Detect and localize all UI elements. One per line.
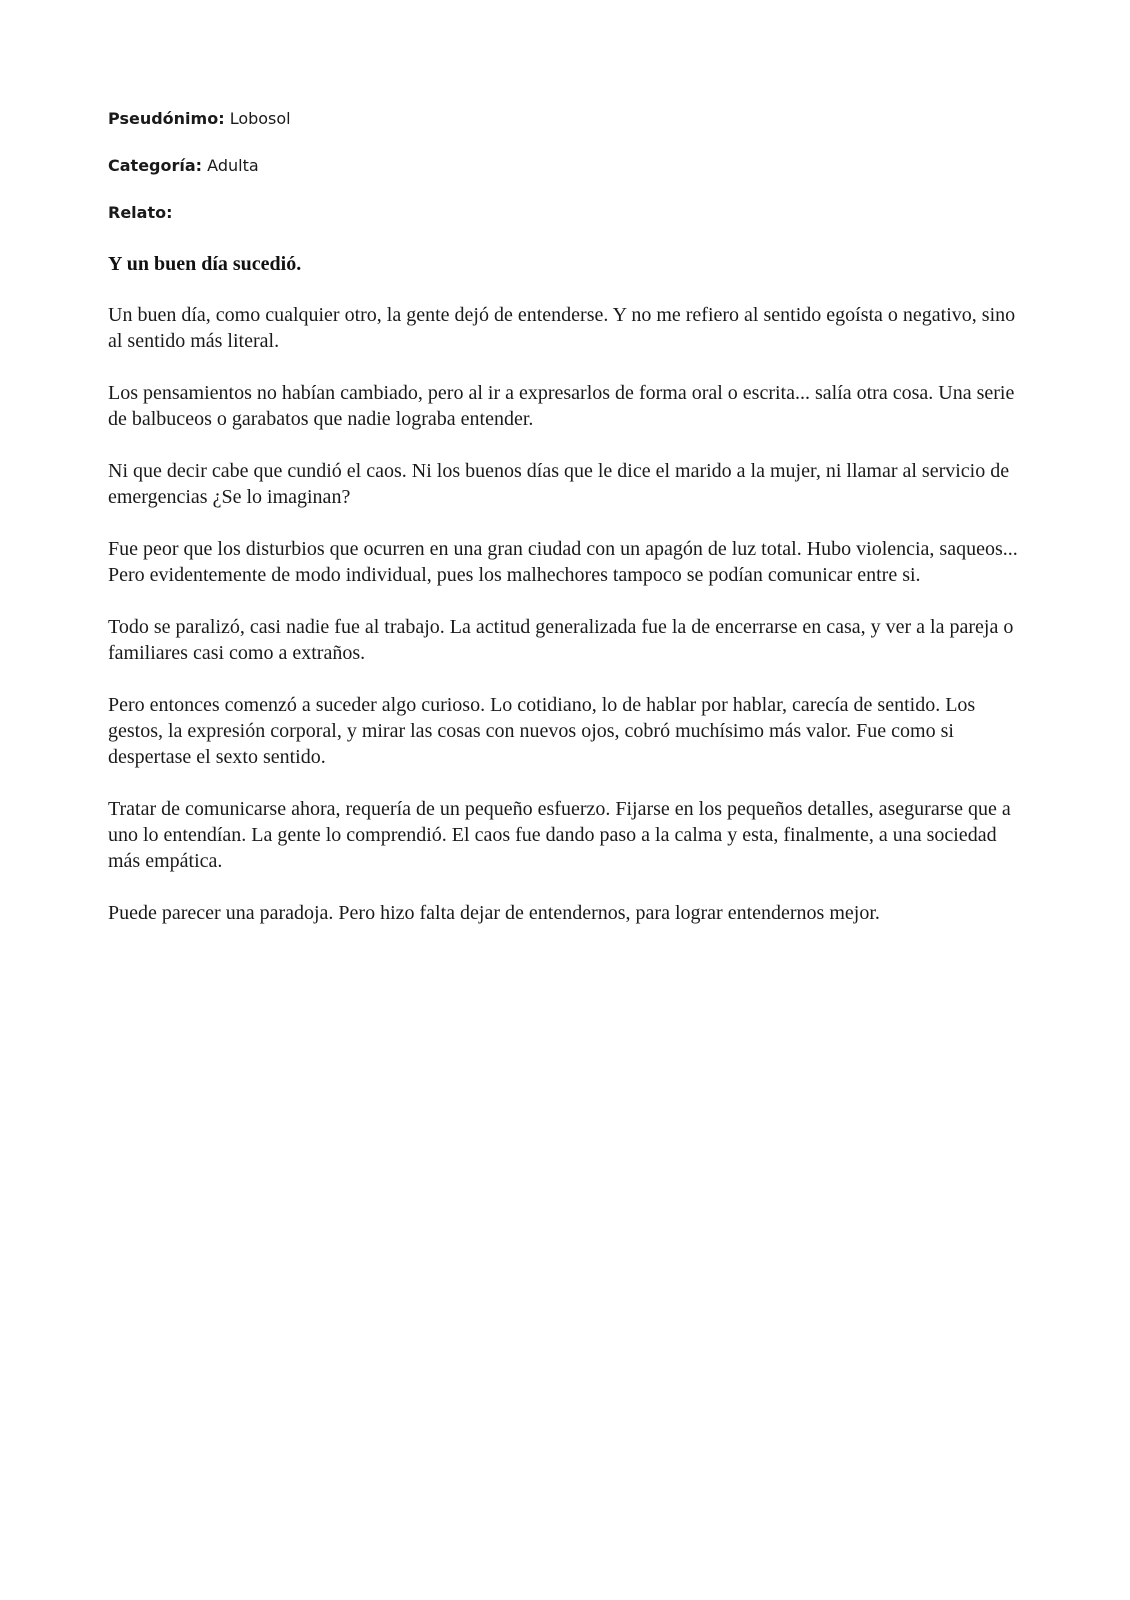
story-paragraph: Puede parecer una paradoja. Pero hizo falta dejar de entendernos, para lograr entendernos mejor. [108, 902, 880, 924]
pseudonym-label: Pseudónimo: [108, 109, 225, 128]
story-title: Y un buen día sucedió. [108, 253, 302, 275]
pseudonym-line [108, 109, 291, 129]
story-paragraph: Fue peor que los disturbios que ocurren en una gran ciudad con un apagón de luz total. Hubo violencia, saqueos... Pero evidentemente de modo individual, pues los malhechores tampoco se podían comunicar entre si. [108, 538, 1018, 586]
story-label-line [108, 203, 173, 223]
story-paragraph: Pero entonces comenzó a suceder algo curioso. Lo cotidiano, lo de hablar por hablar, carecía de sentido. Los gestos, la expresión corporal, y mirar las cosas con nuevos ojos, cobró muchísimo más valor. Fue como si despertase el sexto sentido. [108, 694, 976, 768]
story-paragraph: Ni que decir cabe que cundió el caos. Ni los buenos días que le dice el marido a la mujer, ni llamar al servicio de emergencias ¿Se lo imaginan? [108, 460, 1010, 508]
category-line [108, 156, 259, 176]
category-label: Categoría: [108, 156, 203, 175]
story-paragraph: Un buen día, como cualquier otro, la gente dejó de entenderse. Y no me refiero al sentido egoísta o negativo, sino al sentido más literal. [108, 304, 1016, 352]
story-paragraph: Todo se paralizó, casi nadie fue al trabajo. La actitud generalizada fue la de encerrarse en casa, y ver a la pareja o familiares casi como a extraños. [108, 616, 1014, 664]
story-label: Relato: [108, 203, 173, 222]
pseudonym-value: Lobosol [229, 109, 291, 128]
story-paragraph: Los pensamientos no habían cambiado, pero al ir a expresarlos de forma oral o escrita... salía otra cosa. Una serie de balbuceos o garabatos que nadie lograba entender. [108, 382, 1015, 430]
category-value: Adulta [207, 156, 259, 175]
story-paragraph: Tratar de comunicarse ahora, requería de un pequeño esfuerzo. Fijarse en los pequeños detalles, asegurarse que a uno lo entendían. La gente lo comprendió. El caos fue dando paso a la calma y esta, finalmente, a una sociedad más empática. [108, 798, 1011, 872]
story-body [108, 302, 1033, 952]
